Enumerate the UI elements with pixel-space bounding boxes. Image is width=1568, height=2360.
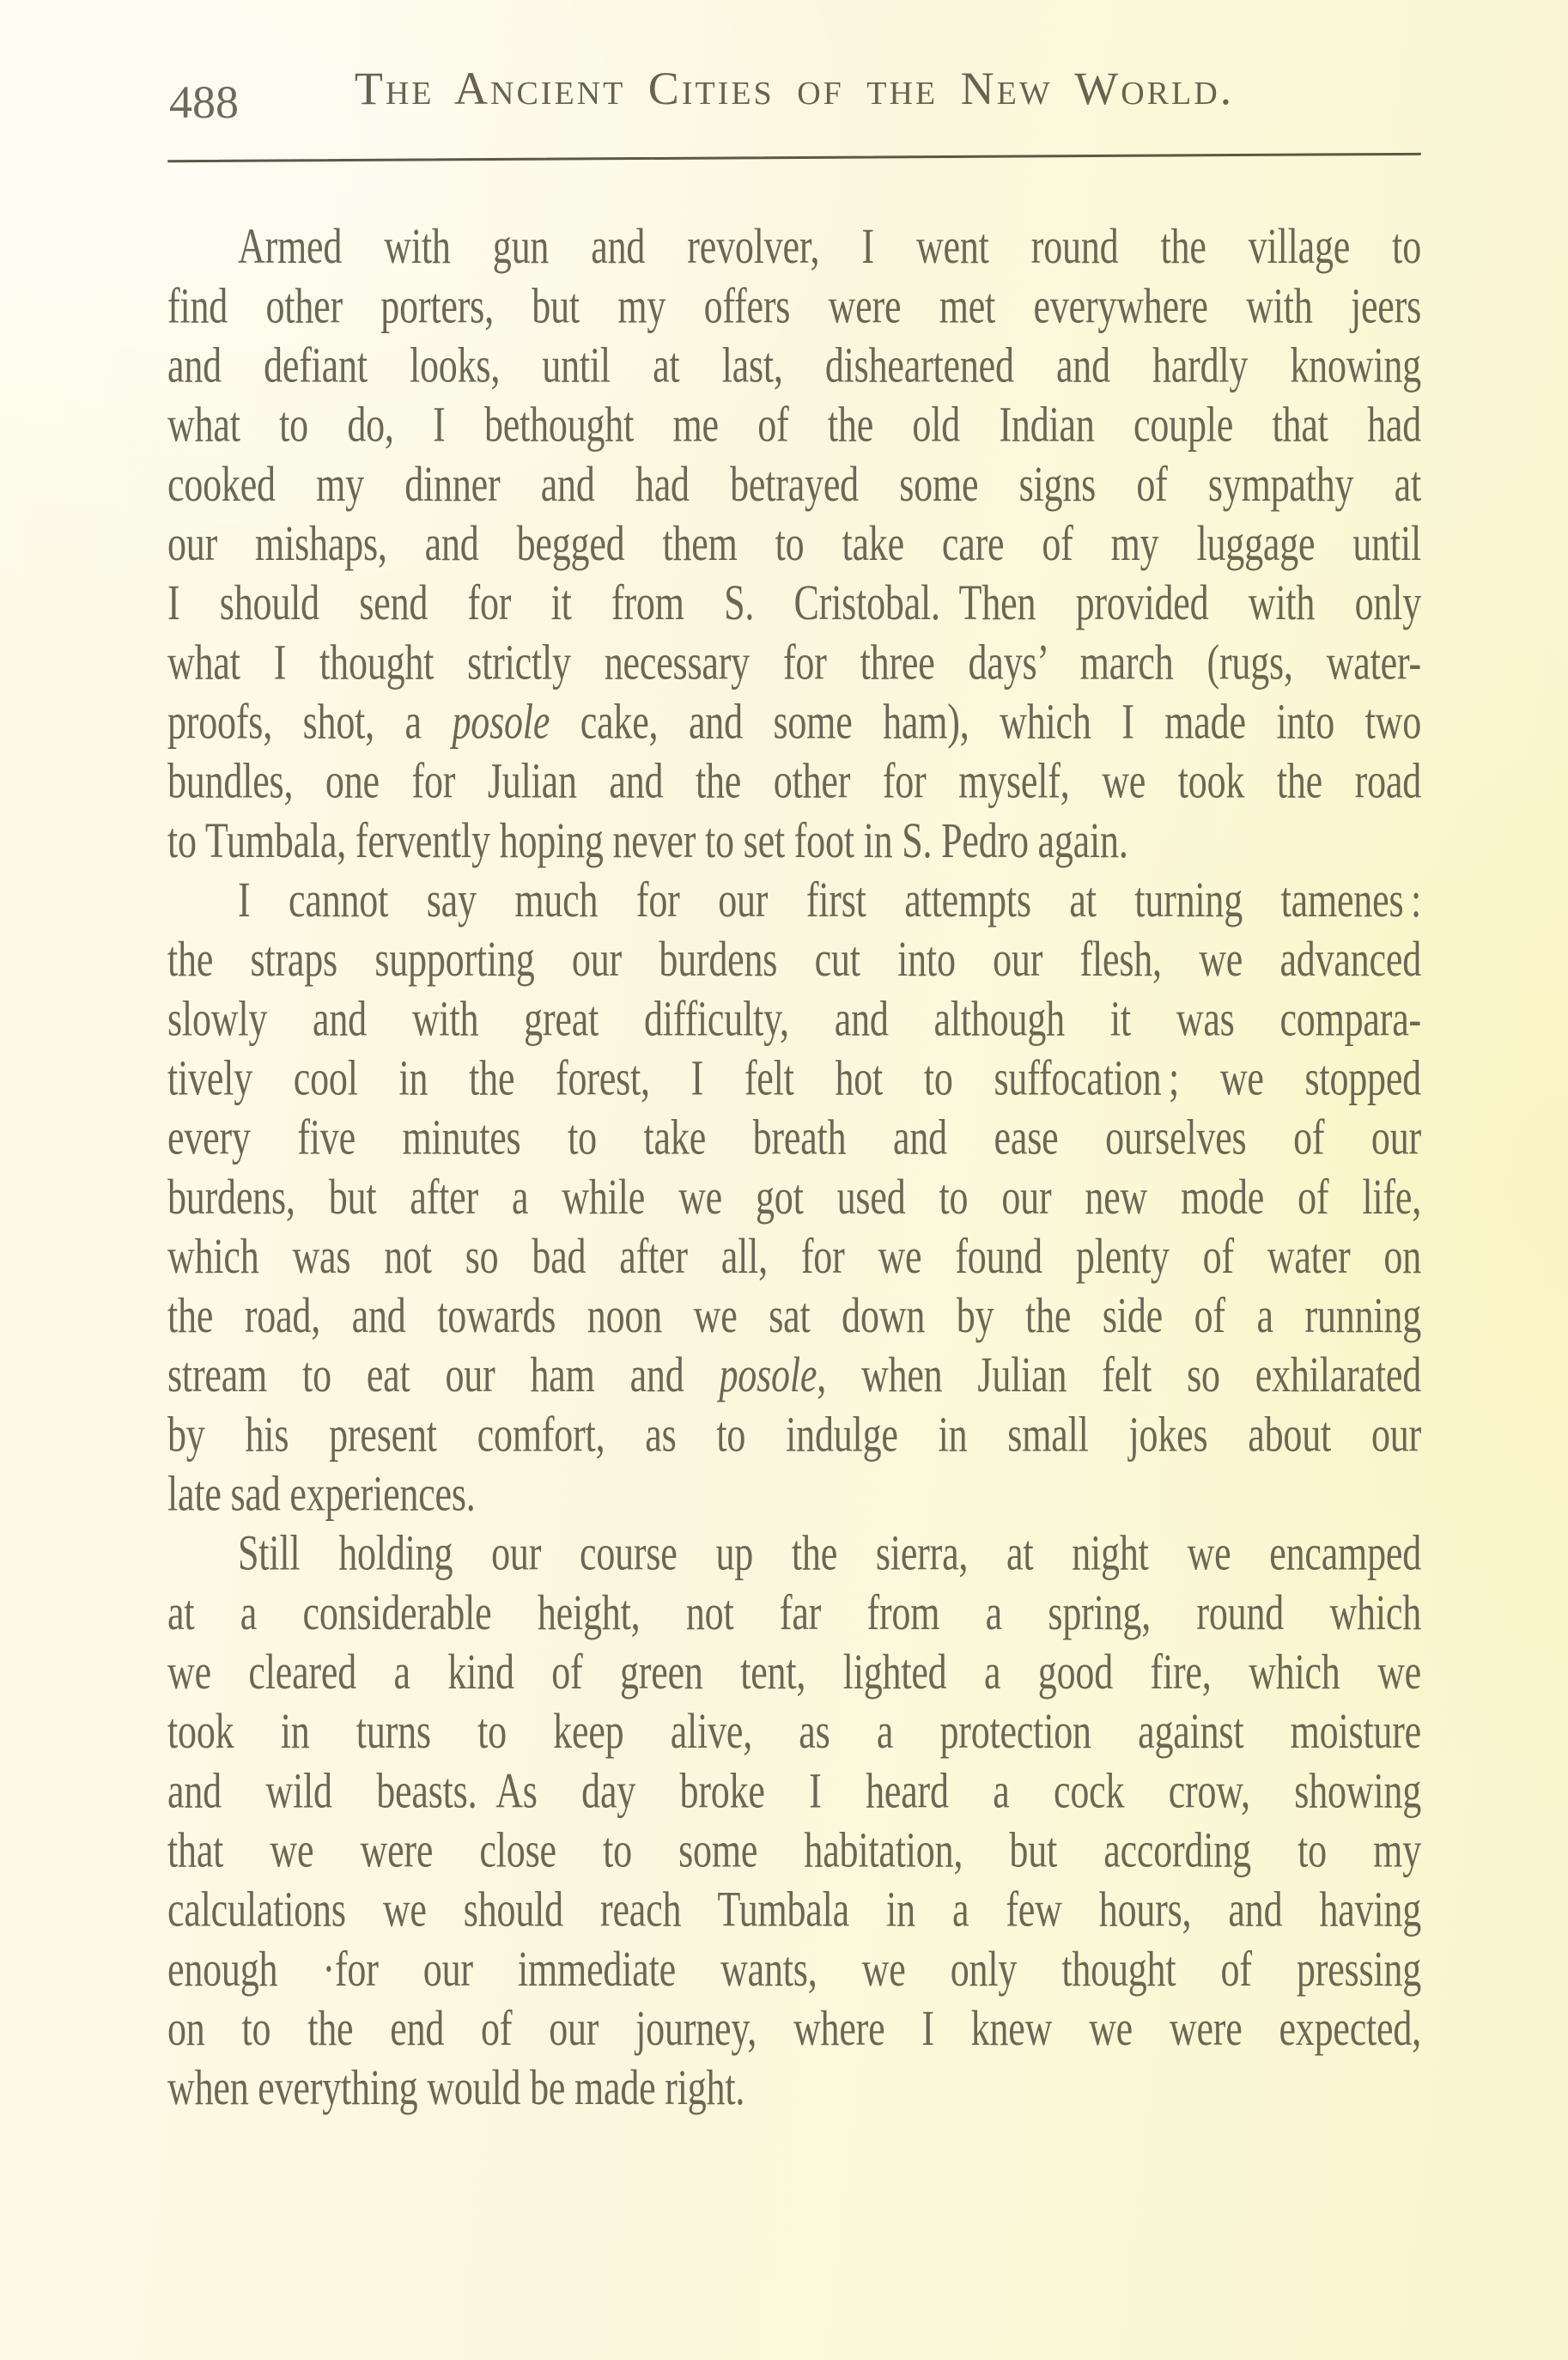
paragraph (167, 217, 1421, 871)
text-line: the road, and towards noon we sat down by the side of a running (167, 1287, 1421, 1344)
text-line: enough ·for our immediate wants, we only thought of pressing (167, 1940, 1421, 1998)
text-line: at a considerable height, not far from a spring, round which (167, 1584, 1421, 1641)
text-line: Armed with gun and revolver, I went round the village to (238, 218, 1421, 275)
text-line: every five minutes to take breath and ease ourselves of our (167, 1109, 1421, 1165)
running-title: The Ancient Cities of the New World. (354, 63, 1235, 114)
text-line: calculations we should reach Tumbala in a few hours, and having (167, 1881, 1421, 1937)
text-line: which was not so bad after all, for we found plenty of water on (167, 1228, 1421, 1285)
text-line: bundles, one for Julian and the other for myself, we took the road (167, 752, 1421, 809)
page-content (167, 50, 1421, 2116)
text-line: to Tumbala, fervently hoping never to set foot in S. Pedro again. (167, 812, 1128, 869)
text-line: what I thought strictly necessary for three days’ march (rugs, water- (167, 634, 1421, 690)
text-line: tively cool in the forest, I felt hot to suffocation ; we stopped (167, 1049, 1421, 1106)
text-line: stream to eat our ham and posole, when Julian felt so exhilarated (167, 1347, 1421, 1403)
text-line: that we were close to some habitation, but according to my (167, 1822, 1421, 1878)
text-line: slowly and with great difficulty, and although it was compara- (167, 990, 1421, 1047)
text-line: burdens, but after a while we got used to our new mode of life, (167, 1168, 1421, 1226)
page-header (167, 50, 1421, 127)
text-line: the straps supporting our burdens cut into our flesh, we advanced (167, 931, 1421, 988)
page-number: 488 (169, 76, 239, 128)
text-line: by his present comfort, as to indulge in small jokes about our (167, 1406, 1421, 1463)
paragraph (167, 871, 1421, 1524)
text-line: our mishaps, and begged them to take care of my luggage until (167, 515, 1421, 572)
text-line: cooked my dinner and had betrayed some signs of sympathy at (167, 455, 1421, 513)
text-line: proofs, shot, a posole cake, and some ham), which I made into two (167, 693, 1421, 750)
text-line: I cannot say much for our first attempts at turning tamenes : (238, 872, 1421, 928)
text-line: when everything would be made right. (167, 2059, 745, 2116)
text-line: late sad experiences. (167, 1465, 476, 1522)
text-line: find other porters, but my offers were met everywhere with jeers (167, 277, 1421, 334)
text-line: and wild beasts. As day broke I heard a cock crow, showing (167, 1762, 1421, 1819)
text-line: we cleared a kind of green tent, lighted a good fire, which we (167, 1644, 1421, 1700)
header-rule (167, 153, 1421, 162)
paragraph (167, 1524, 1421, 2119)
text-line: I should send for it from S. Cristobal. Then provided with only (167, 575, 1421, 631)
text-line: Still holding our course up the sierra, at night we encamped (238, 1524, 1421, 1582)
text-line: and defiant looks, until at last, disheartened and hardly knowing (167, 337, 1421, 393)
text-line: what to do, I bethought me of the old Indian couple that had (167, 396, 1421, 453)
page-body (167, 217, 1421, 2118)
text-line: on to the end of our journey, where I knew we were expected, (167, 2000, 1421, 2057)
text-line: took in turns to keep alive, as a protection against moisture (167, 1703, 1421, 1760)
